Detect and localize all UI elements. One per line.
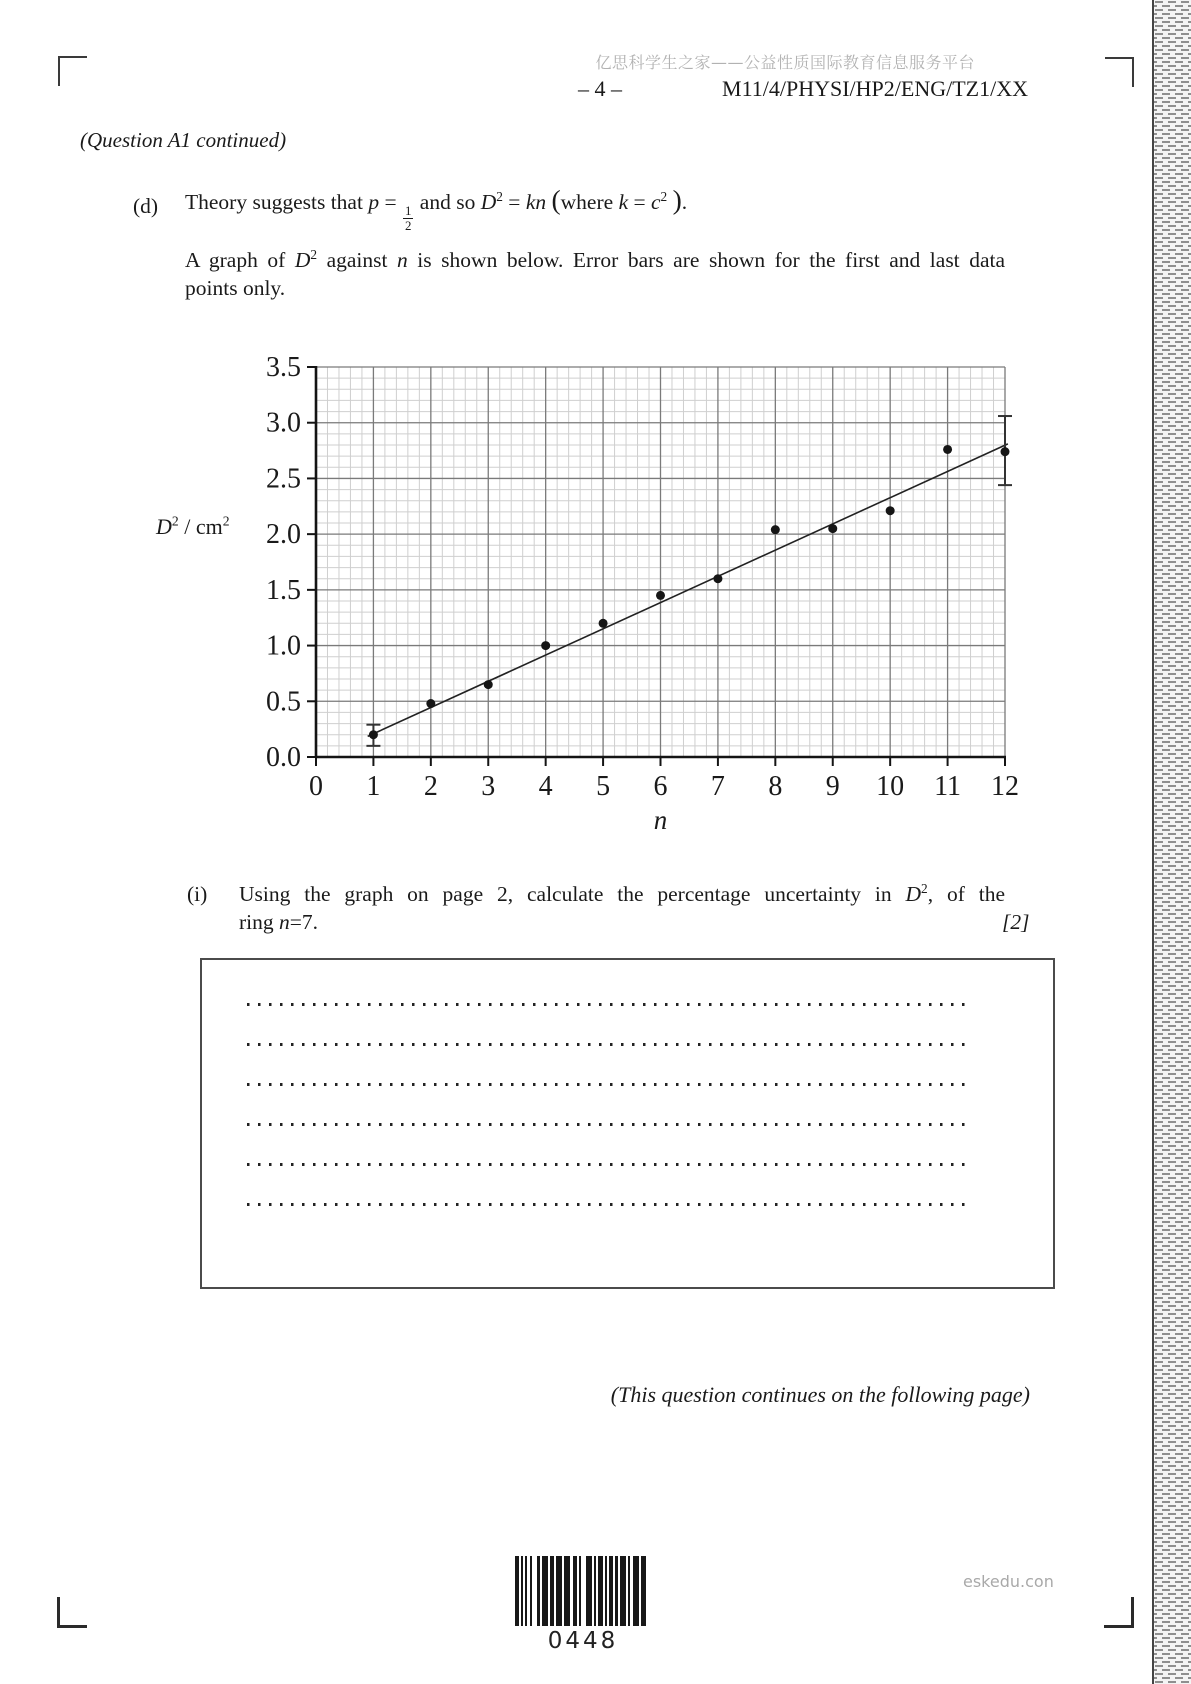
site-footer-watermark: eskedu.con (963, 1572, 1054, 1591)
svg-text:0: 0 (309, 771, 323, 802)
svg-text:11: 11 (934, 771, 962, 802)
hatched-border-strip (1152, 0, 1191, 1684)
scatter-plot (240, 340, 1040, 840)
hatch-pattern (1154, 0, 1191, 1684)
part-d-paragraph-line1: A graph of $D^2$ against n is shown below. Error bars are shown for the first and last data (185, 246, 1006, 272)
crop-mark-bottom-right (1104, 1597, 1134, 1628)
continuation-footer-note: (This question continues on the following page) (610, 1382, 1030, 1407)
d2-vs-n-graph (240, 340, 1040, 840)
svg-text:0.5: 0.5 (266, 686, 301, 718)
part-i-question-line1: Using the graph on page 2, calculate the percentage uncertainty in $D^2$, of the (239, 880, 1005, 906)
barcode (515, 1556, 646, 1626)
svg-text:6: 6 (653, 771, 668, 802)
svg-text:4: 4 (538, 771, 553, 802)
crop-mark-top-left (58, 56, 87, 86)
barcode-number: 0448 (547, 1628, 619, 1654)
svg-text:3.5: 3.5 (266, 352, 301, 383)
crop-mark-top-right (1105, 57, 1134, 87)
exam-paper-code: M11/4/PHYSI/HP2/ENG/TZ1/XX (722, 76, 1028, 101)
part-i-question-line2: ring n=7. (239, 910, 319, 934)
graph-y-axis-label: $D^2 / cm^2$ (156, 513, 230, 539)
svg-text:1.0: 1.0 (266, 630, 301, 662)
svg-text:3: 3 (481, 771, 496, 802)
site-header-watermark: 亿思科学生之家——公益性质国际教育信息服务平台 (595, 53, 975, 72)
answer-box (200, 958, 1055, 1289)
part-d-formula: Theory suggests that p = $\frac{1}{2}$ and so $D^2$ = kn (where $k = c^2$ ). (185, 184, 688, 233)
svg-text:2: 2 (423, 771, 438, 802)
barcode-bar (641, 1556, 646, 1626)
svg-text:n: n (653, 805, 668, 835)
svg-text:3.0: 3.0 (266, 407, 301, 439)
answer-dotted-line (247, 1163, 970, 1166)
part-i-marks-badge: [2] (1002, 910, 1030, 934)
svg-text:5: 5 (596, 771, 611, 802)
answer-dotted-line (247, 1123, 970, 1126)
part-d-paragraph-line2: points only. (185, 276, 286, 300)
svg-text:2.5: 2.5 (266, 463, 301, 495)
svg-text:8: 8 (768, 771, 783, 802)
answer-dotted-line (247, 1043, 970, 1046)
svg-text:7: 7 (710, 771, 725, 802)
svg-text:1: 1 (366, 771, 381, 802)
crop-mark-bottom-left (57, 1597, 87, 1628)
answer-dotted-line (247, 1203, 970, 1206)
svg-text:10: 10 (876, 771, 905, 802)
svg-text:9: 9 (825, 771, 840, 802)
answer-dotted-line (247, 1083, 970, 1086)
question-continued-note: (Question A1 continued) (80, 128, 287, 152)
part-d-label: (d) (133, 194, 159, 218)
svg-text:2.0: 2.0 (266, 519, 301, 551)
page-number: – 4 – (578, 76, 622, 101)
svg-text:12: 12 (991, 771, 1019, 802)
svg-text:1.5: 1.5 (266, 574, 301, 606)
part-i-label: (i) (187, 882, 208, 906)
svg-text:0.0: 0.0 (266, 742, 301, 773)
answer-dotted-line (247, 1003, 970, 1006)
